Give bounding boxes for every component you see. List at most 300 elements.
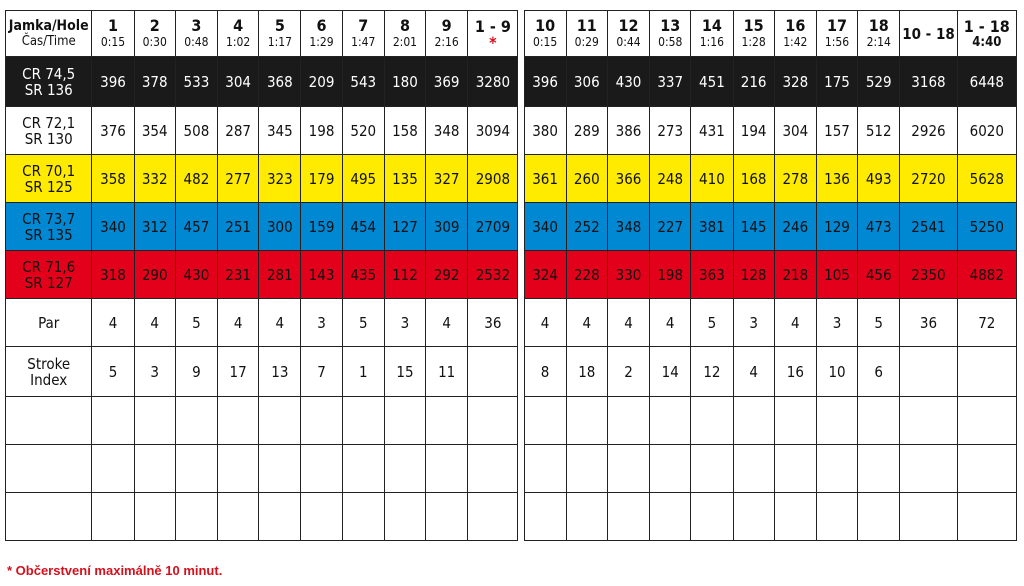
hole-length: 332	[134, 155, 175, 203]
score-cell	[92, 493, 134, 541]
hole-length: 396	[92, 57, 134, 107]
hole-header	[342, 11, 384, 57]
hole-header	[774, 11, 816, 57]
hole-length: 543	[342, 57, 384, 107]
hole-number: 8	[399, 16, 410, 35]
hole-length: 145	[733, 203, 774, 251]
hole-length: 273	[650, 107, 691, 155]
hole-par: 3	[301, 299, 342, 347]
score-cell	[607, 493, 649, 541]
score-cell	[342, 445, 384, 493]
back-nine-par: 36	[900, 299, 957, 347]
stroke-index-row	[6, 347, 1017, 397]
hole-length: 340	[92, 203, 134, 251]
front-nine-par: 36	[468, 299, 518, 347]
refreshment-footnote: * Občerstvení maximálně 10 minut.	[7, 563, 223, 578]
hole-number: 7	[358, 16, 369, 35]
scorecard	[5, 10, 1017, 556]
score-cell	[524, 397, 566, 445]
hole-number: 13	[660, 16, 681, 35]
hole-header	[858, 11, 900, 57]
front-nine-length: 3094	[468, 107, 518, 155]
hole-stroke-index: 16	[774, 347, 816, 397]
back-nine-length: 2926	[900, 107, 957, 155]
hole-number: 18	[868, 16, 889, 35]
hole-header	[301, 11, 342, 57]
hole-stroke-index: 1	[342, 347, 384, 397]
score-cell	[426, 493, 468, 541]
hole-par: 5	[175, 299, 217, 347]
hole-length: 228	[566, 251, 607, 299]
hole-header	[134, 11, 175, 57]
hole-par: 4	[218, 299, 259, 347]
hole-header	[218, 11, 259, 57]
hole-length: 327	[426, 155, 468, 203]
hole-length: 378	[134, 57, 175, 107]
hole-length: 368	[259, 57, 301, 107]
slope-rating: SR 135	[24, 225, 73, 244]
hole-length: 159	[301, 203, 342, 251]
hole-time: 0:15	[100, 35, 126, 49]
hole-length: 157	[816, 107, 857, 155]
hole-stroke-index: 13	[259, 347, 301, 397]
hole-length: 179	[301, 155, 342, 203]
total-length: 5628	[957, 155, 1016, 203]
hole-length: 278	[774, 155, 816, 203]
hole-stroke-index: 8	[524, 347, 566, 397]
score-cell	[134, 445, 175, 493]
hole-length: 369	[426, 57, 468, 107]
hole-number: 12	[618, 16, 639, 35]
course-rating: CR 74,5	[22, 64, 76, 83]
hole-length: 136	[816, 155, 857, 203]
score-cell	[218, 493, 259, 541]
hole-length: 340	[524, 203, 566, 251]
hole-length: 252	[566, 203, 607, 251]
hole-length: 198	[650, 251, 691, 299]
score-cell	[691, 493, 733, 541]
hole-length: 277	[218, 155, 259, 203]
hole-number: 14	[701, 16, 722, 35]
hole-time: 0:44	[616, 35, 641, 49]
hole-length: 361	[524, 155, 566, 203]
score-cell	[566, 445, 607, 493]
tee-row-yellow	[6, 155, 1017, 203]
hole-time: 0:30	[142, 35, 167, 49]
stroke-label: Stroke	[27, 354, 71, 373]
score-cell	[774, 493, 816, 541]
hole-length: 227	[650, 203, 691, 251]
hole-par: 5	[691, 299, 733, 347]
hole-length: 533	[175, 57, 217, 107]
score-cell	[301, 445, 342, 493]
hole-label: Jamka/Hole	[8, 18, 89, 34]
hole-length: 348	[607, 203, 649, 251]
hole-length: 324	[524, 251, 566, 299]
score-cell	[301, 397, 342, 445]
hole-length: 410	[691, 155, 733, 203]
stroke-index-label	[6, 347, 92, 397]
hole-length: 306	[566, 57, 607, 107]
hole-time-label	[6, 11, 92, 57]
hole-stroke-index: 18	[566, 347, 607, 397]
hole-length: 493	[858, 155, 900, 203]
hole-length: 289	[566, 107, 607, 155]
score-cell	[816, 445, 857, 493]
score-cell	[384, 397, 425, 445]
hole-stroke-index: 4	[733, 347, 774, 397]
hole-par: 4	[134, 299, 175, 347]
scorecard-table	[5, 10, 1017, 541]
hole-time: 2:01	[392, 35, 418, 49]
hole-number: 11	[576, 16, 597, 35]
hole-length: 304	[218, 57, 259, 107]
hole-time: 1:56	[824, 35, 850, 49]
score-cell	[858, 397, 900, 445]
tee-row-red	[6, 251, 1017, 299]
hole-number: 5	[274, 16, 285, 35]
hole-stroke-index: 10	[816, 347, 857, 397]
hole-stroke-index: 14	[650, 347, 691, 397]
score-cell	[774, 445, 816, 493]
score-cell	[468, 493, 518, 541]
hole-header	[733, 11, 774, 57]
hole-length: 129	[816, 203, 857, 251]
score-cell	[218, 445, 259, 493]
score-cell	[92, 397, 134, 445]
hole-length: 454	[342, 203, 384, 251]
time-label: Čas/Time	[21, 34, 76, 49]
hole-length: 112	[384, 251, 425, 299]
slope-rating: SR 130	[24, 129, 73, 148]
hole-length: 194	[733, 107, 774, 155]
hole-length: 143	[301, 251, 342, 299]
score-cell	[384, 445, 425, 493]
back-nine-header: 10 - 18	[900, 11, 957, 57]
hole-length: 473	[858, 203, 900, 251]
hole-length: 216	[733, 57, 774, 107]
score-cell	[957, 493, 1016, 541]
hole-header	[259, 11, 301, 57]
hole-length: 175	[816, 57, 857, 107]
total-par: 72	[957, 299, 1016, 347]
par-row	[6, 299, 1017, 347]
player-name-cell	[6, 445, 92, 493]
hole-header	[426, 11, 468, 57]
hole-stroke-index: 3	[134, 347, 175, 397]
hole-length: 430	[175, 251, 217, 299]
total-header	[957, 11, 1016, 57]
score-entry-row	[6, 493, 1017, 541]
index-label: Index	[30, 370, 68, 389]
hole-length: 495	[342, 155, 384, 203]
slope-rating: SR 125	[24, 177, 73, 196]
hole-header	[650, 11, 691, 57]
hole-length: 304	[774, 107, 816, 155]
hole-par: 4	[607, 299, 649, 347]
hole-par: 4	[426, 299, 468, 347]
score-cell	[134, 397, 175, 445]
hole-length: 309	[426, 203, 468, 251]
score-entry-row	[6, 445, 1017, 493]
hole-number: 1	[108, 16, 119, 35]
refreshment-mark: *	[489, 33, 497, 52]
hole-par: 3	[733, 299, 774, 347]
hole-length: 290	[134, 251, 175, 299]
hole-length: 287	[218, 107, 259, 155]
score-cell	[426, 445, 468, 493]
score-cell	[259, 445, 301, 493]
score-cell	[384, 493, 425, 541]
score-cell	[468, 445, 518, 493]
score-cell	[650, 397, 691, 445]
score-cell	[524, 445, 566, 493]
hole-time: 0:29	[574, 35, 599, 49]
hole-time: 1:16	[699, 35, 725, 49]
hole-length: 430	[607, 57, 649, 107]
player-name-cell	[6, 493, 92, 541]
total-empty	[957, 347, 1016, 397]
hole-length: 431	[691, 107, 733, 155]
hole-length: 358	[92, 155, 134, 203]
hole-stroke-index: 2	[607, 347, 649, 397]
hole-time: 1:42	[783, 35, 808, 49]
hole-length: 348	[426, 107, 468, 155]
score-cell	[816, 397, 857, 445]
hole-stroke-index: 6	[858, 347, 900, 397]
total-length: 5250	[957, 203, 1016, 251]
hole-number: 4	[233, 16, 244, 35]
course-rating: CR 71,6	[22, 257, 76, 276]
hole-par: 4	[650, 299, 691, 347]
hole-length: 198	[301, 107, 342, 155]
score-cell	[566, 493, 607, 541]
hole-time: 1:29	[309, 35, 334, 49]
hole-number: 3	[191, 16, 202, 35]
total-time: 4:40	[972, 34, 1002, 50]
back-nine-length: 2541	[900, 203, 957, 251]
score-cell	[691, 445, 733, 493]
hole-length: 312	[134, 203, 175, 251]
hole-length: 380	[524, 107, 566, 155]
player-name-cell	[6, 397, 92, 445]
hole-time: 2:16	[434, 35, 459, 49]
back-nine-length: 2350	[900, 251, 957, 299]
course-rating: CR 72,1	[22, 113, 76, 132]
tee-rating	[6, 107, 92, 155]
hole-length: 105	[816, 251, 857, 299]
hole-length: 376	[92, 107, 134, 155]
hole-length: 386	[607, 107, 649, 155]
hole-time: 0:58	[658, 35, 683, 49]
score-cell	[607, 445, 649, 493]
hole-length: 345	[259, 107, 301, 155]
hole-par: 4	[259, 299, 301, 347]
hole-header	[384, 11, 425, 57]
total-length: 4882	[957, 251, 1016, 299]
score-cell	[524, 493, 566, 541]
hole-header	[816, 11, 857, 57]
score-cell	[691, 397, 733, 445]
total-length: 6448	[957, 57, 1016, 107]
tee-rating	[6, 57, 92, 107]
score-cell	[566, 397, 607, 445]
back-nine-length: 2720	[900, 155, 957, 203]
hole-header	[524, 11, 566, 57]
hole-length: 300	[259, 203, 301, 251]
score-cell	[733, 493, 774, 541]
par-label: Par	[6, 299, 92, 347]
hole-length: 508	[175, 107, 217, 155]
hole-par: 4	[566, 299, 607, 347]
score-cell	[816, 493, 857, 541]
hole-length: 337	[650, 57, 691, 107]
hole-stroke-index: 11	[426, 347, 468, 397]
hole-length: 168	[733, 155, 774, 203]
hole-length: 366	[607, 155, 649, 203]
back-nine-empty	[900, 347, 957, 397]
hole-stroke-index: 5	[92, 347, 134, 397]
hole-header	[691, 11, 733, 57]
score-cell	[218, 397, 259, 445]
score-cell	[301, 493, 342, 541]
hole-length: 381	[691, 203, 733, 251]
hole-number: 15	[743, 16, 764, 35]
course-rating: CR 73,7	[22, 209, 76, 228]
hole-length: 158	[384, 107, 425, 155]
hole-stroke-index: 12	[691, 347, 733, 397]
hole-length: 354	[134, 107, 175, 155]
front-nine-length: 2908	[468, 155, 518, 203]
score-cell	[607, 397, 649, 445]
hole-header	[175, 11, 217, 57]
hole-length: 209	[301, 57, 342, 107]
tee-row-white	[6, 107, 1017, 155]
front-nine-length: 2709	[468, 203, 518, 251]
score-cell	[650, 493, 691, 541]
front-nine-label: 1 - 9	[474, 17, 511, 36]
hole-stroke-index: 7	[301, 347, 342, 397]
hole-time: 1:02	[226, 35, 251, 49]
tee-rating	[6, 203, 92, 251]
hole-length: 251	[218, 203, 259, 251]
front-nine-length: 2532	[468, 251, 518, 299]
hole-header	[607, 11, 649, 57]
total-label: 1 - 18	[963, 16, 1010, 36]
tee-rating	[6, 155, 92, 203]
front-nine-length: 3280	[468, 57, 518, 107]
hole-header	[92, 11, 134, 57]
hole-header	[566, 11, 607, 57]
score-cell	[774, 397, 816, 445]
slope-rating: SR 127	[24, 273, 73, 292]
hole-par: 5	[858, 299, 900, 347]
tee-row-black	[6, 57, 1017, 107]
hole-length: 128	[733, 251, 774, 299]
score-cell	[342, 397, 384, 445]
hole-length: 248	[650, 155, 691, 203]
score-cell	[858, 493, 900, 541]
hole-length: 363	[691, 251, 733, 299]
slope-rating: SR 136	[24, 80, 73, 99]
score-cell	[468, 397, 518, 445]
score-cell	[733, 397, 774, 445]
hole-par: 3	[384, 299, 425, 347]
hole-length: 323	[259, 155, 301, 203]
hole-number: 9	[441, 16, 452, 35]
hole-length: 292	[426, 251, 468, 299]
hole-length: 451	[691, 57, 733, 107]
hole-length: 512	[858, 107, 900, 155]
hole-time: 0:15	[532, 35, 558, 49]
tee-row-blue	[6, 203, 1017, 251]
score-cell	[650, 445, 691, 493]
front-nine-header	[468, 11, 518, 57]
hole-length: 260	[566, 155, 607, 203]
hole-length: 218	[774, 251, 816, 299]
hole-length: 457	[175, 203, 217, 251]
score-cell	[342, 493, 384, 541]
hole-number: 16	[785, 16, 806, 35]
hole-length: 520	[342, 107, 384, 155]
hole-time: 1:17	[267, 35, 292, 49]
hole-length: 328	[774, 57, 816, 107]
score-cell	[900, 493, 957, 541]
back-nine-length: 3168	[900, 57, 957, 107]
score-cell	[900, 445, 957, 493]
score-cell	[175, 493, 217, 541]
hole-length: 330	[607, 251, 649, 299]
hole-length: 529	[858, 57, 900, 107]
hole-length: 396	[524, 57, 566, 107]
hole-length: 246	[774, 203, 816, 251]
score-cell	[259, 397, 301, 445]
hole-length: 456	[858, 251, 900, 299]
hole-stroke-index: 9	[175, 347, 217, 397]
score-cell	[733, 445, 774, 493]
score-cell	[957, 445, 1016, 493]
hole-number: 17	[827, 16, 848, 35]
hole-par: 4	[774, 299, 816, 347]
hole-number: 10	[535, 16, 556, 35]
hole-number: 6	[316, 16, 327, 35]
hole-length: 482	[175, 155, 217, 203]
score-cell	[957, 397, 1016, 445]
hole-stroke-index: 15	[384, 347, 425, 397]
score-cell	[175, 445, 217, 493]
score-cell	[858, 445, 900, 493]
score-cell	[175, 397, 217, 445]
hole-length: 435	[342, 251, 384, 299]
score-entry-row	[6, 397, 1017, 445]
front-nine-empty	[468, 347, 518, 397]
hole-number: 2	[149, 16, 160, 35]
hole-par: 3	[816, 299, 857, 347]
score-cell	[900, 397, 957, 445]
hole-par: 4	[92, 299, 134, 347]
hole-length: 231	[218, 251, 259, 299]
header-row	[6, 11, 1017, 57]
score-cell	[134, 493, 175, 541]
hole-length: 318	[92, 251, 134, 299]
hole-stroke-index: 17	[218, 347, 259, 397]
score-cell	[92, 445, 134, 493]
hole-time: 1:47	[351, 35, 376, 49]
course-rating: CR 70,1	[22, 161, 76, 180]
hole-length: 180	[384, 57, 425, 107]
hole-length: 281	[259, 251, 301, 299]
hole-par: 5	[342, 299, 384, 347]
